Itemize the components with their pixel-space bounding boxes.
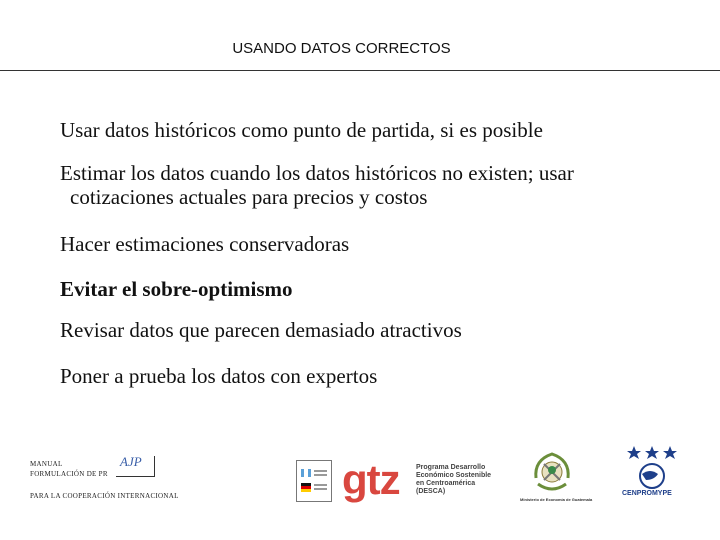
desca-line-4: (DESCA) — [416, 488, 446, 495]
desca-line-1: Programa Desarrollo — [416, 464, 486, 471]
footer-manual-block — [30, 454, 210, 508]
ajp-logo: AJP — [120, 454, 142, 469]
slide-title: USANDO DATOS CORRECTOS — [232, 40, 451, 57]
cooperation-badge-logo — [296, 460, 332, 502]
bullet-4: Evitar el sobre-optimismo — [60, 277, 293, 301]
footer-formulacion: FORMULACIÓN DE PR — [30, 470, 108, 478]
desca-line-2: Económico Sostenible — [416, 472, 492, 479]
title-divider — [0, 70, 720, 71]
bullet-2-line-1: Estimar los datos cuando los datos históricos no existen; usar — [60, 161, 574, 185]
flags-icon — [297, 461, 331, 501]
footer-manual: MANUAL — [30, 460, 63, 468]
ministerio-label: Ministerio de Economía de Guatemala — [520, 497, 593, 502]
bullet-3: Hacer estimaciones conservadoras — [60, 232, 350, 256]
bullet-1: Usar datos históricos como punto de partida, si es posible — [60, 118, 543, 142]
cenpromype-emblem-icon — [620, 444, 684, 490]
gtz-logo: gtz — [342, 456, 400, 503]
cenpromype-label: CENPROMYPE — [622, 490, 672, 497]
bullet-6: Poner a prueba los datos con expertos — [60, 364, 378, 388]
desca-line-3: en Centroamérica — [416, 480, 476, 487]
footer-cooperacion: PARA LA COOPERACIÓN INTERNACIONAL — [30, 492, 179, 500]
bullet-2-line-2: cotizaciones actuales para precios y costos — [70, 185, 428, 209]
bullet-5: Revisar datos que parecen demasiado atractivos — [60, 318, 462, 342]
coat-of-arms-icon — [530, 450, 574, 496]
desca-logo — [416, 464, 516, 496]
bullet-2 — [60, 161, 574, 209]
